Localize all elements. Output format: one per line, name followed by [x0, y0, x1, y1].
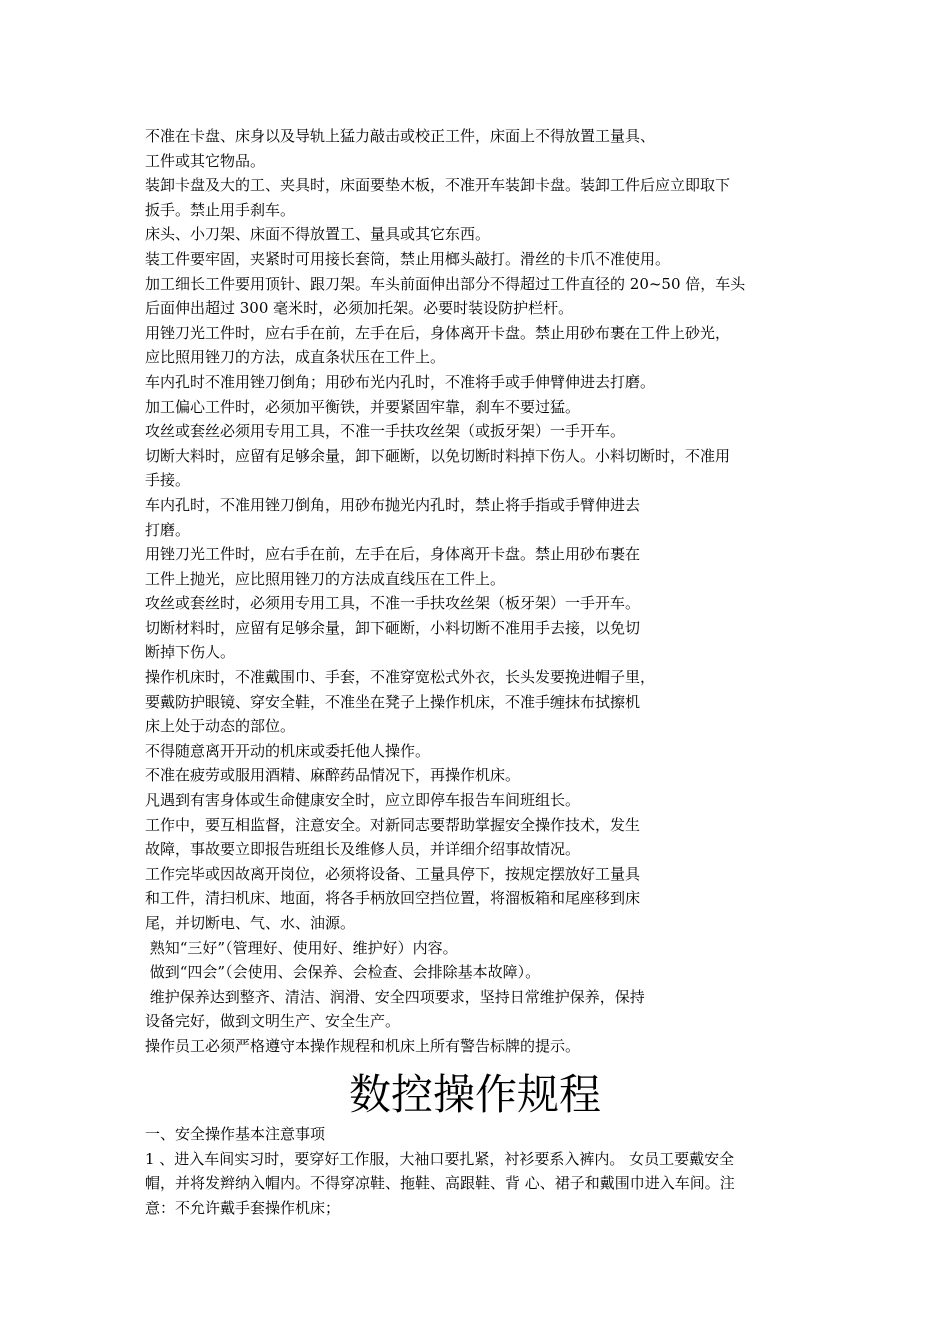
text-line: 切断大料时，应留有足够余量，卸下砸断，以免切断时料掉下伤人。小料切断时，不准用: [145, 446, 731, 465]
text-line: 床上处于动态的部位。: [145, 717, 296, 736]
text-line: 装卸卡盘及大的工、夹具时，床面要垫木板，不准开车装卸卡盘。装卸工件后应立即取下: [145, 176, 731, 195]
section-heading: 一、安全操作基本注意事项: [145, 1125, 326, 1143]
text-line: 不得随意离开开动的机床或委托他人操作。: [145, 741, 431, 760]
section-text-block: [145, 1122, 805, 1220]
text-line: 车内孔时不准用锉刀倒角；用砂布光内孔时，不准将手或手伸臂伸进去打磨。: [145, 372, 656, 391]
text-line: 1 、进入车间实习时，要穿好工作服，大袖口要扎紧，衬衫要系入裤内。 女员工要戴安全: [145, 1149, 735, 1168]
text-line: 设备完好，做到文明生产、安全生产。: [145, 1012, 401, 1031]
text-line: 用锉刀光工件时，应右手在前，左手在后，身体离开卡盘。禁止用砂布裹在工件上砂光，: [145, 323, 731, 342]
text-line: 工作中，要互相监督，注意安全。对新同志要帮助掌握安全操作技术，发生: [145, 815, 641, 834]
section-title: 数控操作规程: [348, 1070, 601, 1119]
text-line: 断掉下伤人。: [145, 643, 236, 662]
text-line: 工件或其它物品。: [145, 151, 266, 170]
text-line: 要戴防护眼镜、穿安全鞋，不准坐在凳子上操作机床，不准手缠抹布拭擦机: [145, 692, 641, 711]
text-line: 不准在卡盘、床身以及导轨上猛力敲击或校正工件，床面上不得放置工量具、: [145, 127, 656, 145]
text-line: 用锉刀光工件时，应右手在前，左手在后，身体离开卡盘。禁止用砂布裹在: [145, 545, 641, 564]
text-line: 工件上抛光，应比照用锉刀的方法成直线压在工件上。: [145, 569, 506, 588]
text-line: 熟知“三好”（管理好、使用好、维护好）内容。: [145, 938, 458, 957]
text-line: 攻丝或套丝必须用专用工具，不准一手扶攻丝架（或扳牙架）一手开车。: [145, 422, 626, 441]
rules-text-block: [145, 124, 800, 1059]
text-line: 帽，并将发辫纳入帽内。不得穿凉鞋、拖鞋、高跟鞋、背 心、裙子和戴围巾进入车间。注: [145, 1174, 735, 1193]
text-line: 装工件要牢固，夹紧时可用接长套筒，禁止用榔头敲打。滑丝的卡爪不准使用。: [145, 249, 671, 268]
text-line: 扳手。禁止用手刹车。: [145, 200, 296, 219]
text-line: 应比照用锉刀的方法，成直条状压在工件上。: [145, 348, 446, 367]
text-line: 故障，事故要立即报告班组长及维修人员，并详细介绍事故情况。: [145, 840, 581, 859]
text-line: 切断材料时，应留有足够余量，卸下砸断，小料切断不准用手去接，以免切: [145, 618, 641, 637]
text-line: 操作员工必须严格遵守本操作规程和机床上所有警告标牌的提示。: [145, 1036, 581, 1055]
text-line: 操作机床时，不准戴围巾、手套，不准穿宽松式外衣，长头发要挽进帽子里，: [145, 668, 656, 687]
text-line: 加工细长工件要用顶针、跟刀架。车头前面伸出部分不得超过工件直径的 20~50 倍，车头: [145, 274, 746, 293]
text-line: 床头、小刀架、床面不得放置工、量具或其它东西。: [145, 225, 491, 244]
text-line: 做到“四会”（会使用、会保养、会检查、会排除基本故障）。: [145, 963, 541, 982]
text-line: 不准在疲劳或服用酒精、麻醉药品情况下，再操作机床。: [145, 766, 521, 785]
text-line: 打磨。: [145, 520, 191, 539]
text-line: 尾，并切断电、气、水、油源。: [145, 914, 356, 932]
text-line: 凡遇到有害身体或生命健康安全时，应立即停车报告车间班组长。: [145, 791, 581, 810]
text-line: 手接。: [145, 471, 191, 490]
text-line: 工作完毕或因故离开岗位，必须将设备、工量具停下，按规定摆放好工量具: [145, 864, 641, 883]
text-line: 车内孔时，不准用锉刀倒角，用砂布抛光内孔时，禁止将手指或手臂伸进去: [145, 495, 641, 514]
text-line: 攻丝或套丝时，必须用专用工具，不准一手扶攻丝架（板牙架）一手开车。: [145, 594, 641, 613]
text-line: 加工偏心工件时，必须加平衡铁，并要紧固牢靠，刹车不要过猛。: [145, 397, 581, 416]
text-line: 意：不允许戴手套操作机床；: [145, 1198, 341, 1217]
text-line: 维护保养达到整齐、清洁、润滑、安全四项要求，坚持日常维护保养，保持: [145, 987, 645, 1006]
text-line: 和工件，清扫机床、地面，将各手柄放回空挡位置，将溜板箱和尾座移到床: [145, 889, 641, 908]
text-line: 后面伸出超过 300 毫米时，必须加托架。必要时装设防护栏杆。: [145, 299, 574, 318]
